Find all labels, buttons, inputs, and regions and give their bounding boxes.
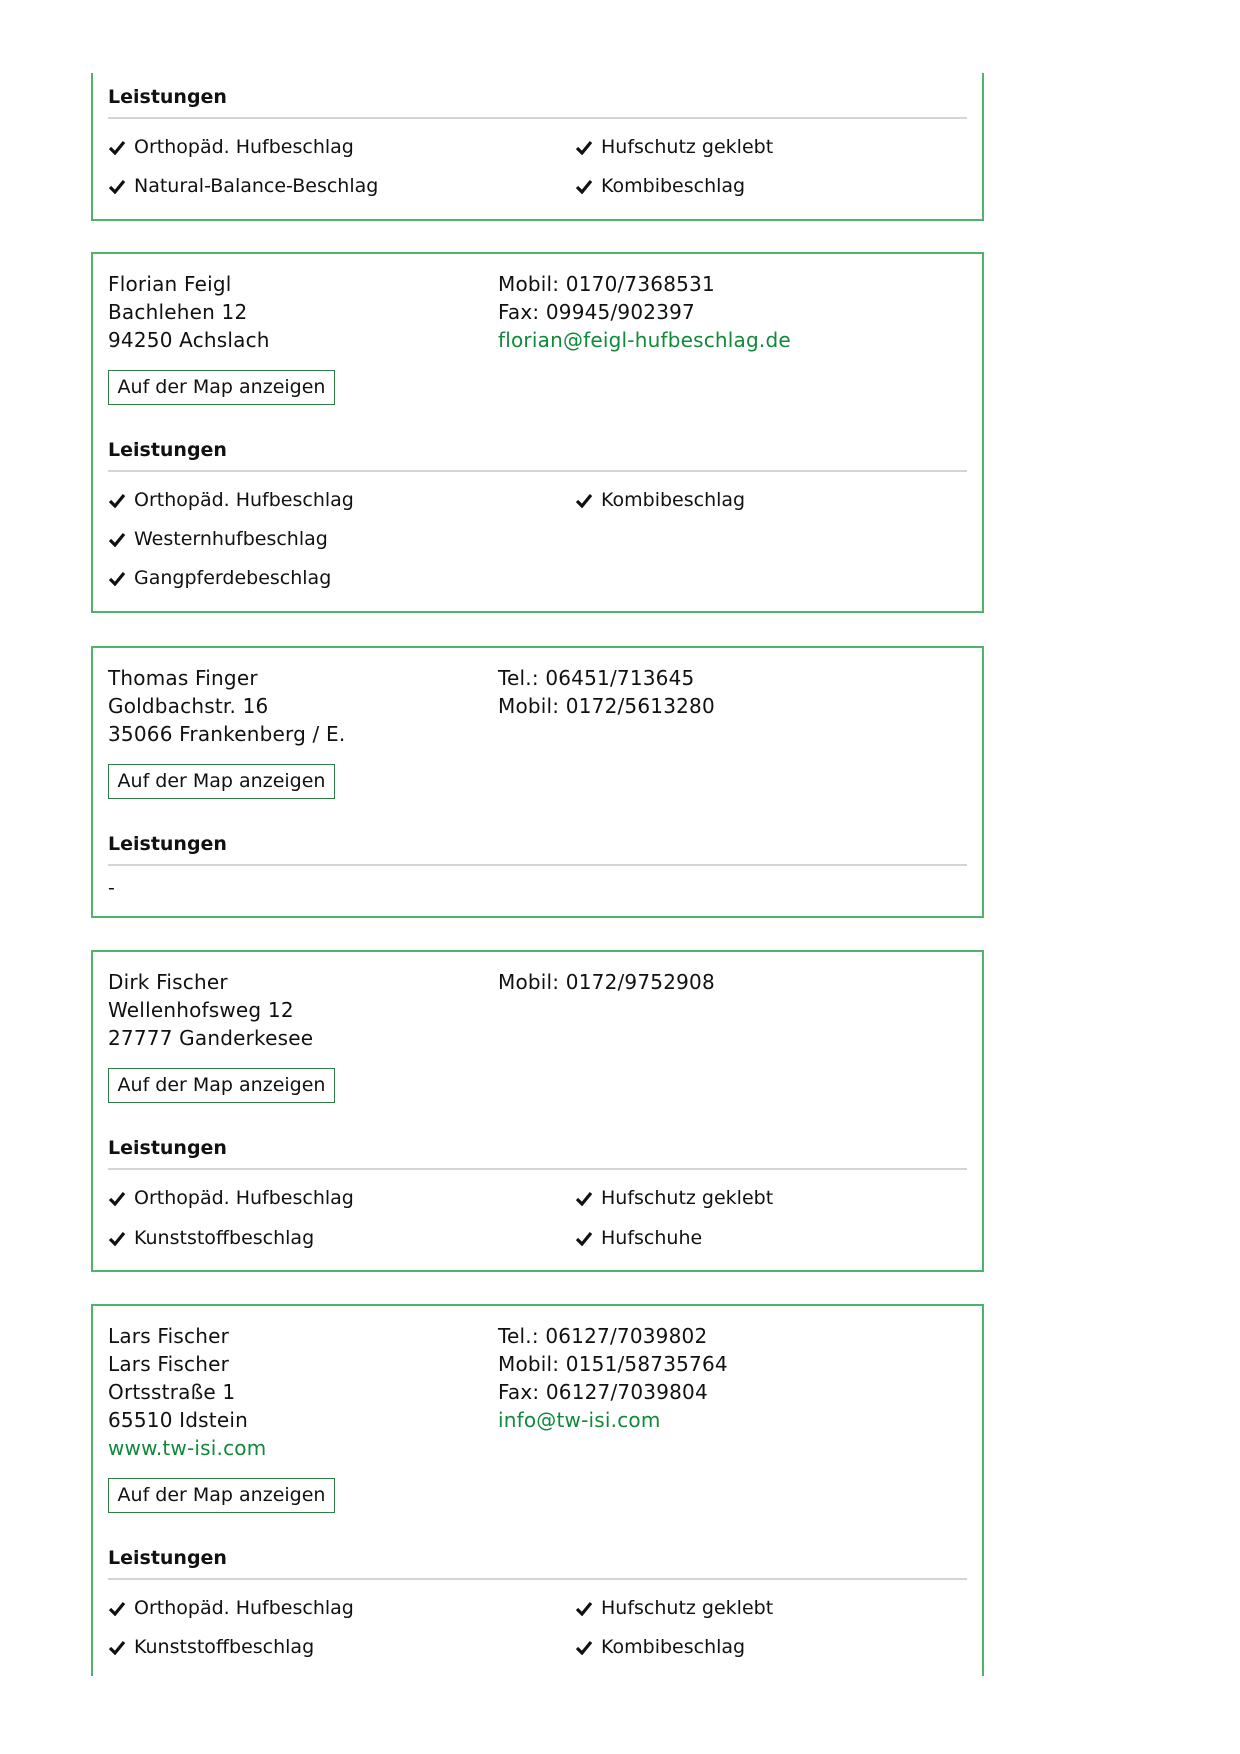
provider-card — [91, 1304, 984, 1676]
services-heading: Leistungen — [108, 439, 227, 461]
phone-number: Tel.: 06127/7039802 — [498, 1324, 708, 1348]
show-on-map-button[interactable]: Auf der Map anzeigen — [108, 1068, 335, 1103]
provider-card — [91, 73, 984, 221]
check-icon — [108, 1601, 126, 1616]
check-icon — [575, 140, 593, 155]
check-icon — [108, 179, 126, 194]
provider-name: Lars Fischer — [108, 1324, 230, 1348]
service-item: Gangpferdebeschlag — [108, 566, 331, 590]
mobile-number: Mobil: 0170/7368531 — [498, 272, 715, 296]
check-icon — [575, 1601, 593, 1616]
street: Bachlehen 12 — [108, 300, 248, 324]
check-icon — [575, 493, 593, 508]
check-icon — [108, 493, 126, 508]
service-item: Natural-Balance-Beschlag — [108, 174, 378, 198]
check-icon — [575, 1231, 593, 1246]
provider-card — [91, 646, 984, 918]
services-heading: Leistungen — [108, 1547, 227, 1569]
service-item: Westernhufbeschlag — [108, 527, 328, 551]
divider — [108, 864, 967, 866]
check-icon — [108, 571, 126, 586]
services-heading: Leistungen — [108, 86, 227, 108]
divider — [108, 1168, 967, 1170]
check-icon — [575, 179, 593, 194]
service-item: Hufschutz geklebt — [575, 135, 773, 159]
service-item: Hufschutz geklebt — [575, 1596, 773, 1620]
mobile-number: Mobil: 0172/9752908 — [498, 970, 715, 994]
fax-number: Fax: 09945/902397 — [498, 300, 695, 324]
no-services-placeholder: - — [108, 877, 115, 899]
phone-number: Tel.: 06451/713645 — [498, 666, 695, 690]
service-item: Kunststoffbeschlag — [108, 1226, 314, 1250]
provider-name: Thomas Finger — [108, 666, 258, 690]
street: Goldbachstr. 16 — [108, 694, 269, 718]
services-heading: Leistungen — [108, 833, 227, 855]
divider — [108, 117, 967, 119]
service-item: Kombibeschlag — [575, 1635, 745, 1659]
service-item: Orthopäd. Hufbeschlag — [108, 135, 354, 159]
fax-number: Fax: 06127/7039804 — [498, 1380, 708, 1404]
show-on-map-button[interactable]: Auf der Map anzeigen — [108, 1478, 335, 1513]
service-item: Orthopäd. Hufbeschlag — [108, 1596, 354, 1620]
service-item: Kombibeschlag — [575, 488, 745, 512]
services-heading: Leistungen — [108, 1137, 227, 1159]
service-item: Hufschuhe — [575, 1226, 702, 1250]
provider-card — [91, 252, 984, 613]
show-on-map-button[interactable]: Auf der Map anzeigen — [108, 764, 335, 799]
mobile-number: Mobil: 0172/5613280 — [498, 694, 715, 718]
provider-name: Florian Feigl — [108, 272, 232, 296]
email-link[interactable]: florian@feigl-hufbeschlag.de — [498, 328, 791, 352]
check-icon — [108, 532, 126, 547]
service-item: Kunststoffbeschlag — [108, 1635, 314, 1659]
service-item: Orthopäd. Hufbeschlag — [108, 488, 354, 512]
service-item: Kombibeschlag — [575, 174, 745, 198]
check-icon — [575, 1640, 593, 1655]
street: Wellenhofsweg 12 — [108, 998, 294, 1022]
service-item: Orthopäd. Hufbeschlag — [108, 1186, 354, 1210]
email-link[interactable]: info@tw-isi.com — [498, 1408, 661, 1432]
street: Ortsstraße 1 — [108, 1380, 236, 1404]
service-item: Hufschutz geklebt — [575, 1186, 773, 1210]
city: 65510 Idstein — [108, 1408, 248, 1432]
check-icon — [108, 1191, 126, 1206]
contact-person: Lars Fischer — [108, 1352, 230, 1376]
city: 27777 Ganderkesee — [108, 1026, 314, 1050]
city: 35066 Frankenberg / E. — [108, 722, 346, 746]
provider-name: Dirk Fischer — [108, 970, 228, 994]
divider — [108, 470, 967, 472]
website-link[interactable]: www.tw-isi.com — [108, 1436, 267, 1460]
show-on-map-button[interactable]: Auf der Map anzeigen — [108, 370, 335, 405]
check-icon — [108, 1231, 126, 1246]
divider — [108, 1578, 967, 1580]
provider-card — [91, 950, 984, 1272]
mobile-number: Mobil: 0151/58735764 — [498, 1352, 728, 1376]
check-icon — [108, 1640, 126, 1655]
city: 94250 Achslach — [108, 328, 270, 352]
check-icon — [575, 1191, 593, 1206]
check-icon — [108, 140, 126, 155]
